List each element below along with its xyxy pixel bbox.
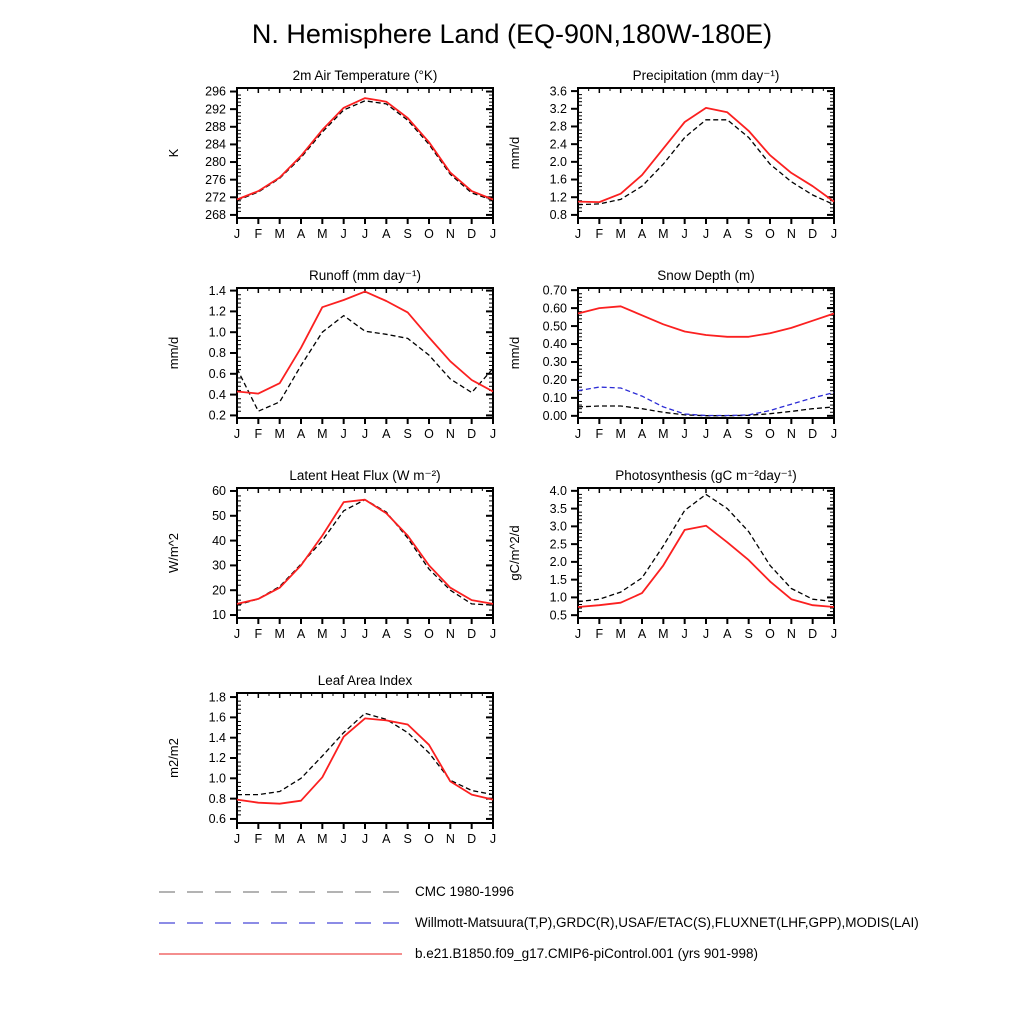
y-tick-label: 0.4: [208, 387, 226, 402]
chart-canvas: [503, 266, 849, 448]
y-tick-label: 296: [205, 84, 226, 99]
y-tick-label: 0.6: [208, 812, 226, 827]
x-tick-label: M: [658, 427, 669, 441]
x-tick-label: A: [382, 427, 391, 441]
y-tick-label: 292: [205, 102, 226, 117]
plot-frame: [237, 288, 493, 418]
chart-title: Snow Depth (m): [657, 268, 755, 283]
x-tick-label: J: [681, 627, 688, 641]
y-tick-label: 1.5: [549, 572, 567, 587]
y-tick-label: 1.8: [208, 690, 226, 705]
x-tick-label: S: [403, 627, 412, 641]
y-tick-label: 3.2: [549, 101, 567, 116]
chart-canvas: [162, 671, 508, 853]
x-tick-label: A: [637, 427, 647, 441]
legend-item-obs-datasets: [158, 907, 998, 938]
x-tick-label: J: [702, 627, 710, 641]
x-tick-label: J: [233, 832, 241, 846]
y-tick-label: 0.70: [542, 283, 567, 298]
y-tick-label: 276: [205, 172, 226, 187]
y-axis-unit-label: mm/d: [166, 336, 181, 370]
y-tick-label: 1.6: [208, 710, 226, 725]
x-tick-label: M: [658, 627, 669, 641]
x-tick-label: A: [637, 627, 647, 641]
y-tick-label: 1.2: [549, 190, 567, 205]
page-title: N. Hemisphere Land (EQ-90N,180W-180E): [251, 19, 773, 49]
chart-title: Leaf Area Index: [317, 673, 413, 688]
x-tick-label: N: [445, 832, 455, 846]
chart-2m-air-temperature: [162, 66, 508, 248]
x-tick-label: J: [489, 227, 497, 241]
y-tick-label: 10: [212, 608, 226, 623]
y-tick-label: 0.50: [542, 319, 567, 334]
series-obs-black-dashed: [578, 406, 834, 416]
chart-title: Precipitation (mm day⁻¹): [632, 68, 780, 83]
x-tick-label: J: [830, 427, 838, 441]
x-tick-label: A: [723, 627, 732, 641]
y-tick-label: 4.0: [549, 484, 567, 499]
chart-title: 2m Air Temperature (°K): [292, 68, 438, 83]
y-tick-label: 0.8: [549, 208, 567, 223]
y-tick-label: 3.6: [549, 84, 567, 99]
x-tick-label: J: [340, 627, 347, 641]
y-tick-label: 272: [205, 190, 226, 205]
x-tick-label: J: [702, 227, 710, 241]
x-tick-label: F: [595, 627, 604, 641]
x-tick-label: M: [274, 832, 285, 846]
series-model-red-solid: [578, 306, 834, 337]
x-tick-label: S: [744, 627, 753, 641]
x-tick-label: O: [424, 227, 434, 241]
y-tick-label: 1.2: [208, 304, 226, 319]
x-tick-label: A: [296, 227, 306, 241]
x-tick-label: N: [445, 227, 455, 241]
x-tick-label: F: [254, 227, 263, 241]
y-tick-label: 40: [212, 533, 226, 548]
chart-title: Runoff (mm day⁻¹): [309, 268, 421, 283]
x-tick-label: D: [467, 427, 477, 441]
x-tick-label: A: [296, 427, 306, 441]
x-tick-label: O: [424, 427, 434, 441]
x-tick-label: M: [615, 227, 626, 241]
x-tick-label: J: [489, 627, 497, 641]
x-tick-label: J: [340, 427, 347, 441]
x-tick-label: N: [786, 427, 796, 441]
y-tick-label: 0.5: [549, 608, 567, 623]
x-tick-label: S: [744, 427, 753, 441]
chart-canvas: [503, 66, 849, 248]
x-tick-label: J: [361, 427, 369, 441]
x-tick-label: A: [382, 627, 391, 641]
legend-item-model-run: [158, 938, 998, 969]
y-tick-label: 0.60: [542, 301, 567, 316]
x-tick-label: J: [233, 627, 241, 641]
y-tick-label: 0.20: [542, 373, 567, 388]
x-tick-label: A: [382, 227, 391, 241]
x-tick-label: A: [723, 227, 732, 241]
y-tick-label: 0.30: [542, 355, 567, 370]
x-tick-label: S: [744, 227, 753, 241]
x-tick-label: J: [361, 627, 369, 641]
x-tick-label: S: [403, 227, 412, 241]
legend-item-cmc: [158, 876, 998, 907]
chart-canvas: [162, 266, 508, 448]
legend-item-label: b.e21.B1850.f09_g17.CMIP6-piControl.001 (yrs 901-998): [415, 946, 758, 961]
y-axis-unit-label: K: [166, 148, 181, 158]
x-tick-label: J: [233, 227, 241, 241]
x-tick-label: M: [274, 627, 285, 641]
chart-title: Latent Heat Flux (W m⁻²): [289, 468, 441, 483]
y-tick-label: 20: [212, 583, 226, 598]
y-tick-label: 1.0: [549, 590, 567, 605]
x-tick-label: A: [296, 832, 306, 846]
y-tick-label: 3.0: [549, 519, 567, 534]
y-tick-label: 3.5: [549, 501, 567, 516]
x-tick-label: J: [361, 832, 369, 846]
legend-line-sample-dashed-blue: [158, 921, 403, 925]
series-model-red-solid: [578, 108, 834, 202]
x-tick-label: O: [765, 627, 775, 641]
series-model-red-solid: [237, 98, 493, 199]
x-tick-label: S: [403, 427, 412, 441]
chart-title: Photosynthesis (gC m⁻²day⁻¹): [615, 468, 797, 483]
legend-item-label: Willmott-Matsuura(T,P),GRDC(R),USAF/ETAC(S),FLUXNET(LHF,GPP),MODIS(LAI): [415, 915, 919, 930]
x-tick-label: M: [317, 627, 328, 641]
x-tick-label: J: [574, 427, 582, 441]
y-tick-label: 268: [205, 208, 226, 223]
y-tick-label: 0.40: [542, 337, 567, 352]
series-obs-black-dashed: [578, 494, 834, 601]
x-tick-label: O: [765, 427, 775, 441]
x-tick-label: M: [317, 227, 328, 241]
x-tick-label: F: [254, 627, 263, 641]
y-tick-label: 0.10: [542, 391, 567, 406]
x-tick-label: N: [786, 627, 796, 641]
chart-precipitation: [503, 66, 849, 248]
y-axis-unit-label: mm/d: [507, 136, 522, 170]
x-tick-label: J: [233, 427, 241, 441]
x-tick-label: D: [467, 227, 477, 241]
y-tick-label: 1.6: [549, 172, 567, 187]
y-tick-label: 0.00: [542, 409, 567, 424]
x-tick-label: J: [681, 427, 688, 441]
x-tick-label: D: [467, 832, 477, 846]
y-tick-label: 1.0: [208, 771, 226, 786]
y-tick-label: 2.8: [549, 119, 567, 134]
x-tick-label: J: [574, 227, 582, 241]
plot-frame: [237, 488, 493, 618]
x-tick-label: J: [340, 227, 347, 241]
x-tick-label: J: [489, 427, 497, 441]
x-tick-label: M: [317, 832, 328, 846]
y-axis-unit-label: gC/m^2/d: [507, 525, 522, 581]
y-tick-label: 2.0: [549, 555, 567, 570]
x-tick-label: J: [702, 427, 710, 441]
x-tick-label: D: [808, 627, 818, 641]
y-tick-label: 2.0: [549, 155, 567, 170]
chart-leaf-area-index: [162, 671, 508, 853]
x-tick-label: A: [382, 832, 391, 846]
x-tick-label: J: [340, 832, 347, 846]
y-tick-label: 50: [212, 508, 226, 523]
x-tick-label: A: [296, 627, 306, 641]
x-tick-label: J: [489, 832, 497, 846]
x-tick-label: A: [637, 227, 647, 241]
x-tick-label: O: [424, 832, 434, 846]
x-tick-label: J: [830, 627, 838, 641]
series-model-red-solid: [578, 526, 834, 607]
y-tick-label: 1.4: [208, 283, 226, 298]
y-tick-label: 1.0: [208, 325, 226, 340]
chart-photosynthesis: [503, 466, 849, 648]
y-tick-label: 60: [212, 484, 226, 499]
x-tick-label: F: [254, 427, 263, 441]
y-tick-label: 0.8: [208, 346, 226, 361]
x-tick-label: O: [765, 227, 775, 241]
x-tick-label: M: [274, 227, 285, 241]
x-tick-label: D: [467, 627, 477, 641]
x-tick-label: N: [786, 227, 796, 241]
chart-snow-depth: [503, 266, 849, 448]
x-tick-label: N: [445, 427, 455, 441]
y-tick-label: 2.4: [549, 137, 567, 152]
x-tick-label: M: [615, 627, 626, 641]
x-tick-label: F: [254, 832, 263, 846]
x-tick-label: J: [574, 627, 582, 641]
series-obs-black-dashed: [237, 101, 493, 201]
y-tick-label: 288: [205, 119, 226, 134]
y-axis-unit-label: m2/m2: [166, 738, 181, 778]
x-tick-label: M: [615, 427, 626, 441]
plot-frame: [237, 88, 493, 218]
series-obs-black-dashed: [237, 316, 493, 412]
chart-canvas: [162, 466, 508, 648]
series-model-red-solid: [237, 292, 493, 394]
x-tick-label: D: [808, 427, 818, 441]
y-tick-label: 1.2: [208, 751, 226, 766]
y-tick-label: 284: [205, 137, 226, 152]
y-tick-label: 0.8: [208, 791, 226, 806]
x-tick-label: O: [424, 627, 434, 641]
chart-latent-heat-flux: [162, 466, 508, 648]
legend: [158, 876, 998, 969]
y-axis-unit-label: W/m^2: [166, 532, 181, 574]
legend-line-sample-dashed-gray: [158, 890, 403, 894]
y-tick-label: 1.4: [208, 730, 226, 745]
x-tick-label: M: [274, 427, 285, 441]
x-tick-label: F: [595, 427, 604, 441]
series-model-red-solid: [237, 718, 493, 803]
chart-runoff: [162, 266, 508, 448]
x-tick-label: J: [361, 227, 369, 241]
series-obs-black-dashed: [578, 120, 834, 205]
x-tick-label: J: [681, 227, 688, 241]
chart-canvas: [162, 66, 508, 248]
x-tick-label: A: [723, 427, 732, 441]
x-tick-label: M: [317, 427, 328, 441]
x-tick-label: D: [808, 227, 818, 241]
legend-line-sample-solid-red: [158, 952, 403, 956]
y-tick-label: 30: [212, 558, 226, 573]
y-tick-label: 0.6: [208, 367, 226, 381]
x-tick-label: M: [658, 227, 669, 241]
y-tick-label: 2.5: [549, 537, 567, 552]
legend-item-label: CMC 1980-1996: [415, 884, 515, 899]
plot-frame: [578, 488, 834, 618]
y-axis-unit-label: mm/d: [507, 336, 522, 370]
x-tick-label: F: [595, 227, 604, 241]
series-obs-black-dashed: [237, 713, 493, 794]
x-tick-label: S: [403, 832, 412, 846]
x-tick-label: N: [445, 627, 455, 641]
x-tick-label: J: [830, 227, 838, 241]
y-tick-label: 280: [205, 155, 226, 170]
chart-canvas: [503, 466, 849, 648]
y-tick-label: 0.2: [208, 408, 226, 423]
